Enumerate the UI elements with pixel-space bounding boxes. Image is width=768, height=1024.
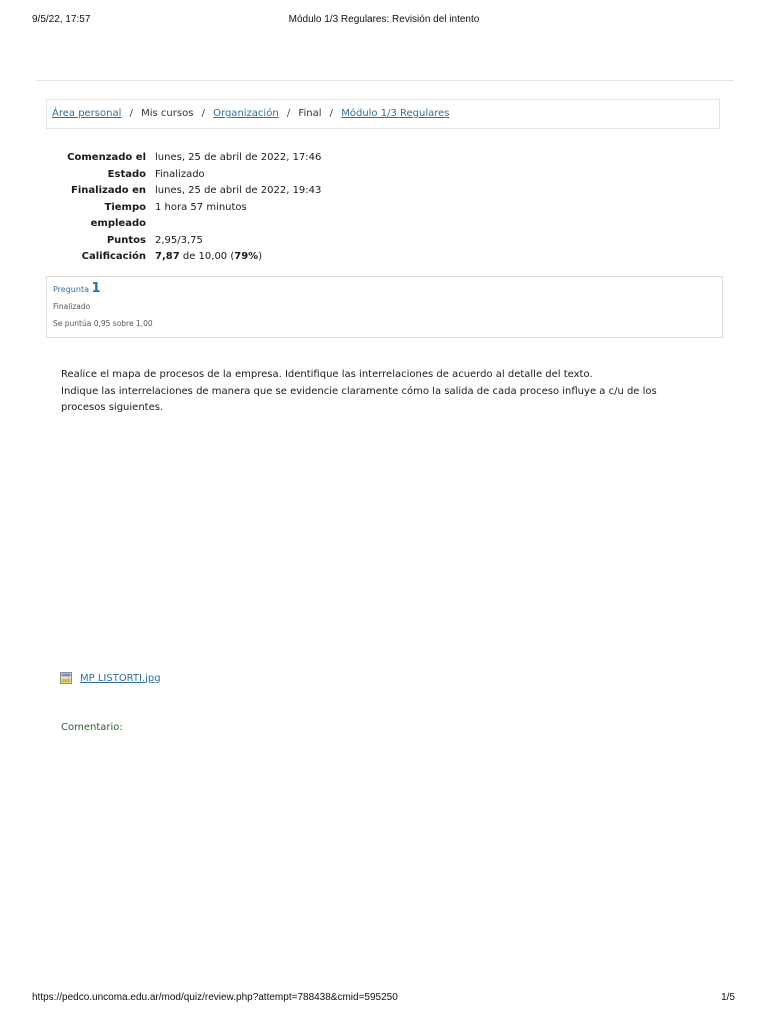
question-grade: Se puntúa 0,95 sobre 1,00 [53, 319, 153, 328]
grade-percent: 79% [234, 251, 259, 262]
breadcrumb [46, 99, 720, 129]
print-page-number: 1/5 [721, 992, 735, 1003]
breadcrumb-separator: / [129, 108, 133, 119]
comment-label: Comentario: [61, 722, 123, 733]
breadcrumb-modulo[interactable]: Módulo 1/3 Regulares [341, 108, 450, 119]
grade-value: 7,87 [155, 251, 180, 262]
question-text-line: Indique las interrelaciones de manera que se evidencie claramente cómo la salida de cada proceso influye a c/u de los procesos siguientes. [61, 385, 657, 413]
breadcrumb-separator: / [201, 108, 205, 119]
summary-value: lunes, 25 de abril de 2022, 17:46 [155, 152, 322, 163]
print-datetime: 9/5/22, 17:57 [32, 14, 91, 25]
image-file-icon [60, 672, 72, 684]
question-state: Finalizado [53, 302, 91, 311]
question-text [61, 367, 701, 417]
summary-label: Comenzado el [67, 152, 146, 163]
summary-row-started [46, 150, 466, 167]
attempt-summary-table [46, 150, 466, 266]
breadcrumb-area-personal[interactable]: Área personal [52, 108, 122, 119]
summary-row-time-taken [46, 200, 466, 233]
summary-value: 2,95/3,75 [155, 234, 203, 246]
summary-label: Estado [107, 168, 146, 180]
summary-value: lunes, 25 de abril de 2022, 19:43 [155, 185, 322, 196]
summary-label: Puntos [106, 234, 146, 246]
print-footer [0, 992, 768, 1008]
print-header [0, 14, 768, 30]
print-url: https://pedco.uncoma.edu.ar/mod/quiz/review.php?attempt=788438&cmid=595250 [32, 992, 398, 1003]
summary-row-finished [46, 183, 466, 200]
print-page-title: Módulo 1/3 Regulares: Revisión del intento [288, 14, 480, 25]
summary-value: 1 hora 57 minutos [155, 201, 247, 213]
summary-value: Finalizado [155, 168, 205, 180]
grade-close: ) [258, 251, 263, 262]
summary-row-grade [46, 249, 466, 266]
grade-of-text: de 10,00 ( [179, 251, 235, 262]
question-number [53, 281, 716, 298]
question-number-value: 1 [91, 281, 101, 296]
summary-label: Finalizado en [71, 185, 146, 196]
breadcrumb-separator: / [329, 108, 334, 119]
summary-label: Tiempo empleado [90, 201, 146, 229]
question-info-box [46, 276, 723, 338]
summary-row-marks [46, 233, 466, 250]
question-text-line: Realice el mapa de procesos de la empresa. Identifique las interrelaciones de acuerdo al detalle del texto. [61, 369, 593, 380]
attachment [60, 672, 161, 684]
summary-label: Calificación [81, 251, 146, 262]
breadcrumb-separator: / [286, 108, 291, 119]
question-label: Pregunta [53, 285, 92, 294]
summary-value [155, 249, 466, 266]
attachment-link[interactable]: MP LISTORTI.jpg [80, 672, 161, 684]
breadcrumb-final: Final [298, 108, 322, 119]
summary-row-state [46, 167, 466, 184]
breadcrumb-organizacion[interactable]: Organización [213, 108, 279, 119]
breadcrumb-mis-cursos: Mis cursos [141, 108, 194, 119]
header-divider [36, 80, 734, 81]
